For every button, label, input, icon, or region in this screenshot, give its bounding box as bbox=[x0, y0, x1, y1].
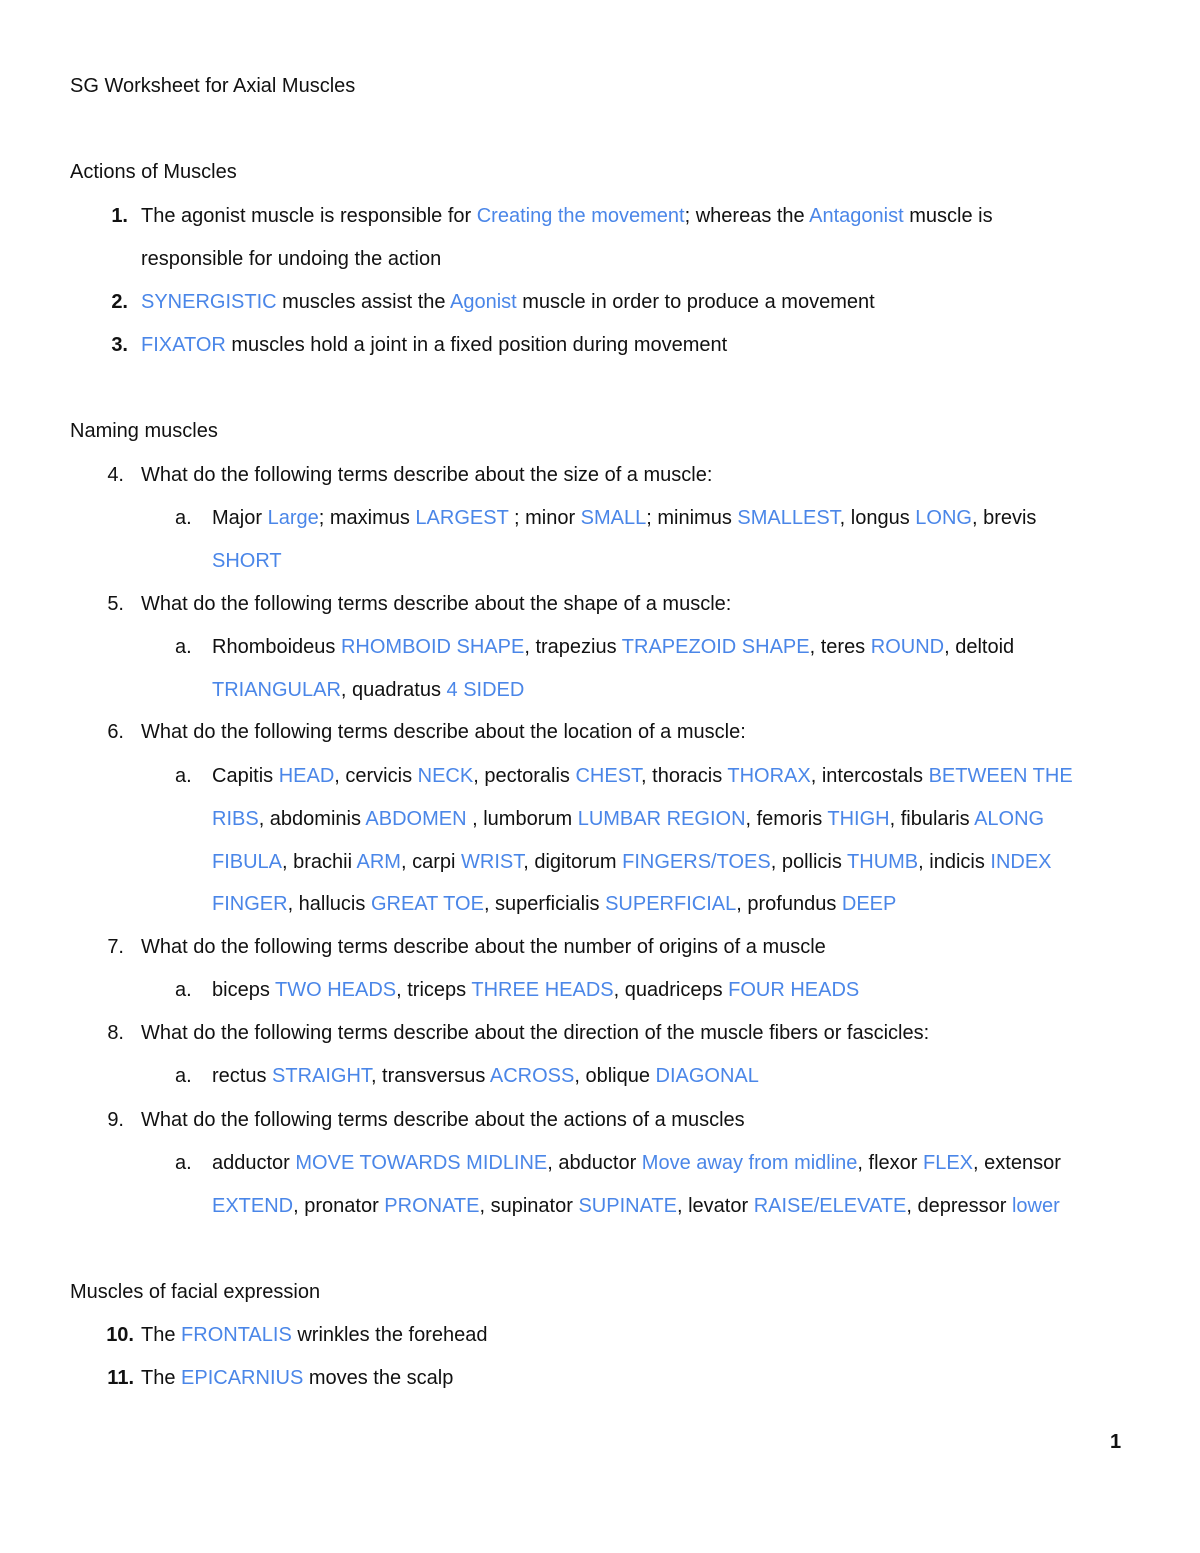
section-heading-naming: Naming muscles bbox=[70, 420, 218, 442]
section-heading-actions: Actions of Muscles bbox=[70, 161, 237, 183]
question-10: The FRONTALIS wrinkles the forehead bbox=[141, 1324, 488, 1346]
question-2: SYNERGISTIC muscles assist the Agonist muscle in order to produce a movement bbox=[141, 291, 875, 313]
answer-7a: biceps TWO HEADS, triceps THREE HEADS, quadriceps FOUR HEADS bbox=[212, 979, 860, 1001]
item-number-2: 2. bbox=[111, 291, 128, 313]
item-number-9: 9. bbox=[107, 1109, 124, 1131]
question-9: What do the following terms describe about the actions of a muscles bbox=[141, 1109, 745, 1131]
answer-epicarnius: EPICARNIUS bbox=[181, 1367, 304, 1389]
answer-5a-line-1: Rhomboideus RHOMBOID SHAPE, trapezius TRAPEZOID SHAPE, teres ROUND, deltoid bbox=[212, 636, 1015, 658]
sub-letter-6a: a. bbox=[175, 765, 192, 787]
question-7: What do the following terms describe about the number of origins of a muscle bbox=[141, 936, 826, 958]
section-heading-facial: Muscles of facial expression bbox=[70, 1281, 321, 1303]
item-number-6: 6. bbox=[107, 721, 124, 743]
item-number-4: 4. bbox=[107, 464, 124, 486]
item-number-10: 10. bbox=[106, 1324, 134, 1346]
question-6: What do the following terms describe about the location of a muscle: bbox=[141, 721, 746, 743]
answer-6a-line-3: FIBULA, brachii ARM, carpi WRIST, digitorum FINGERS/TOES, pollicis THUMB, indicis INDEX bbox=[212, 851, 1052, 873]
item-number-11: 11. bbox=[107, 1367, 134, 1389]
question-11: The EPICARNIUS moves the scalp bbox=[141, 1367, 454, 1389]
answer-4a-line-1: Major Large; maximus LARGEST ; minor SMALL; minimus SMALLEST, longus LONG, brevis bbox=[212, 507, 1037, 529]
answer-8a: rectus STRAIGHT, transversus ACROSS, oblique DIAGONAL bbox=[212, 1065, 759, 1087]
answer-agonist: Agonist bbox=[449, 291, 517, 313]
sub-letter-4a: a. bbox=[175, 507, 192, 529]
sub-letter-8a: a. bbox=[175, 1065, 192, 1087]
answer-creating-the-movement: Creating the movement bbox=[476, 205, 685, 227]
item-number-1: 1. bbox=[111, 205, 128, 227]
item-number-7: 7. bbox=[107, 936, 124, 958]
sub-letter-9a: a. bbox=[175, 1152, 192, 1174]
sub-letter-5a: a. bbox=[175, 636, 192, 658]
item-number-5: 5. bbox=[107, 593, 124, 615]
answer-synergistic: SYNERGISTIC bbox=[141, 291, 283, 313]
item-number-3: 3. bbox=[111, 334, 128, 356]
question-5: What do the following terms describe about the shape of a muscle: bbox=[141, 593, 732, 615]
page-number: 1 bbox=[1110, 1431, 1122, 1453]
document-title: SG Worksheet for Axial Muscles bbox=[70, 75, 356, 97]
question-3: FIXATOR muscles hold a joint in a fixed position during movement bbox=[141, 334, 728, 356]
question-1-line-2: responsible for undoing the action bbox=[141, 248, 442, 270]
question-8: What do the following terms describe about the direction of the muscle fibers or fascicles: bbox=[141, 1022, 930, 1044]
answer-6a-line-4: FINGER, hallucis GREAT TOE, superficialis SUPERFICIAL, profundus DEEP bbox=[212, 893, 897, 915]
question-1-line-1: The agonist muscle is responsible for Creating the movement; whereas the Antagonist muscle is bbox=[141, 205, 993, 227]
question-4: What do the following terms describe about the size of a muscle: bbox=[141, 464, 713, 486]
answer-6a-line-1: Capitis HEAD, cervicis NECK, pectoralis CHEST, thoracis THORAX, intercostals BETWEEN THE bbox=[212, 765, 1073, 787]
answer-9a-line-2: EXTEND, pronator PRONATE, supinator SUPINATE, levator RAISE/ELEVATE, depressor lower bbox=[212, 1195, 1060, 1217]
item-number-8: 8. bbox=[107, 1022, 124, 1044]
answer-9a-line-1: adductor MOVE TOWARDS MIDLINE, abductor Move away from midline, flexor FLEX, extensor bbox=[212, 1152, 1061, 1174]
answer-frontalis: FRONTALIS bbox=[181, 1324, 292, 1346]
answer-antagonist: Antagonist bbox=[809, 205, 904, 227]
answer-fixator: FIXATOR bbox=[141, 334, 226, 356]
sub-letter-7a: a. bbox=[175, 979, 192, 1001]
answer-6a-line-2: RIBS, abdominis ABDOMEN , lumborum LUMBAR REGION, femoris THIGH, fibularis ALONG bbox=[212, 808, 1045, 830]
answer-5a-line-2: TRIANGULAR, quadratus 4 SIDED bbox=[212, 679, 525, 701]
answer-4a-line-2: SHORT bbox=[212, 550, 282, 572]
